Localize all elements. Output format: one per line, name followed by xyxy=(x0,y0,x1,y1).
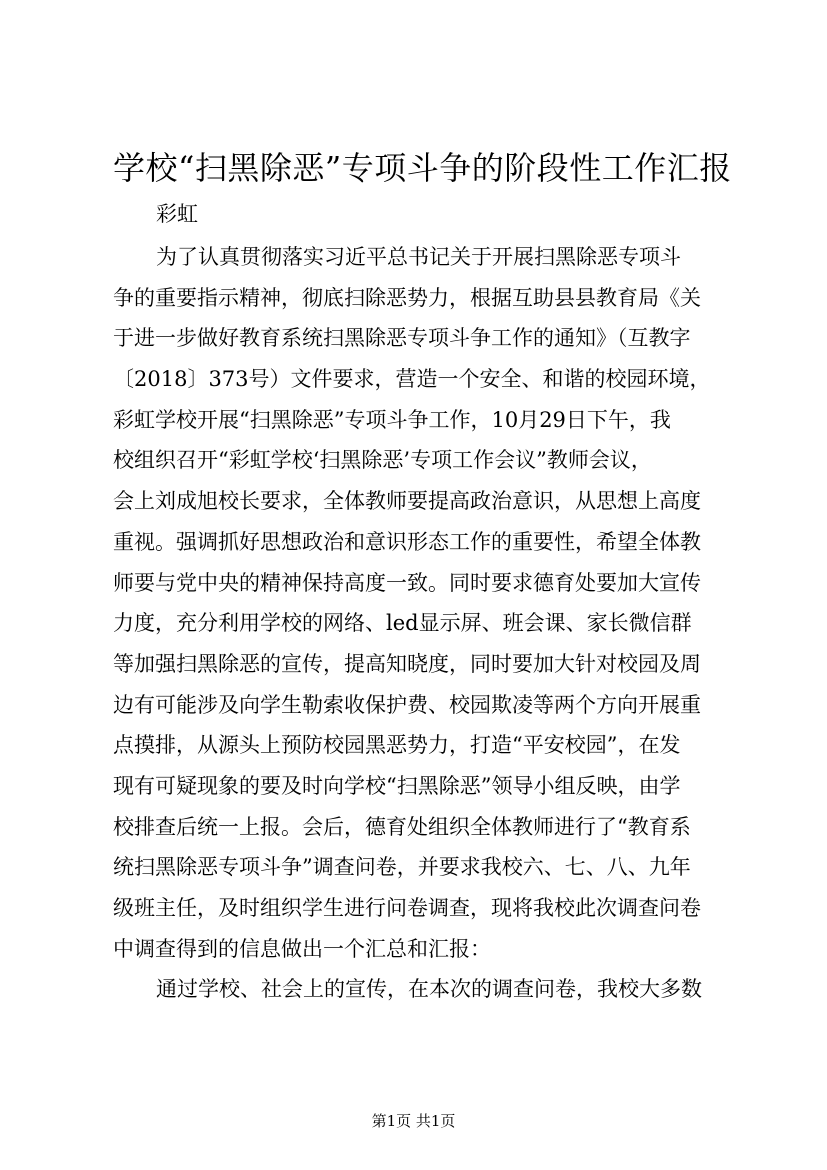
body-line: 师要与党中央的精神保持高度一致。同时要求德育处要加大宣传 xyxy=(113,570,701,595)
body-line: 力度，充分利用学校的网络、led显示屏、班会课、家长微信群 xyxy=(113,611,692,636)
body-line: 彩虹学校开展“扫黑除恶”专项斗争工作，10月29日下午，我 xyxy=(113,407,671,432)
body-line: 现有可疑现象的要及时向学校“扫黑除恶”领导小组反映，由学 xyxy=(113,773,681,798)
body-line: 会上刘成旭校长要求，全体教师要提高政治意识，从思想上高度 xyxy=(113,489,701,514)
body-line: 为了认真贯彻落实习近平总书记关于开展扫黑除恶专项斗 xyxy=(156,245,681,269)
body-line: 争的重要指示精神，彻底扫除恶势力，根据互助县县教育局《关 xyxy=(113,285,701,310)
document-title: 学校“扫黑除恶”专项斗争的阶段性工作汇报 xyxy=(113,149,732,187)
body-line: 通过学校、社会上的宣传，在本次的调查问卷，我校大多数 xyxy=(156,977,702,1002)
author-name: 彩虹 xyxy=(156,202,198,226)
body-line: 边有可能涉及向学生勒索收保护费、校园欺凌等两个方向开展重 xyxy=(113,692,701,717)
body-line: 等加强扫黑除恶的宣传，提高知晓度，同时要加大针对校园及周 xyxy=(113,651,701,676)
body-line: 级班主任，及时组织学生进行问卷调查，现将我校此次调查问卷 xyxy=(113,896,701,920)
body-text xyxy=(113,237,723,1010)
page-number-footer: 第1页 共1页 xyxy=(371,1112,456,1130)
body-line: 校组织召开“彩虹学校‘扫黑除恶’专项工作会议”教师会议， xyxy=(113,448,652,473)
body-line: 于进一步做好教育系统扫黑除恶专项斗争工作的通知》（互教字 xyxy=(113,326,691,351)
body-line: 重视。强调抓好思想政治和意识形态工作的重要性，希望全体教 xyxy=(113,529,701,554)
body-line: 统扫黑除恶专项斗争”调查问卷，并要求我校六、七、八、九年 xyxy=(113,855,691,880)
body-line: 〔2018〕373号）文件要求，营造一个安全、和谐的校园环境， xyxy=(113,367,711,392)
body-line: 校排查后统一上报。会后，德育处组织全体教师进行了“教育系 xyxy=(113,814,691,839)
body-line: 点摸排，从源头上预防校园黑恶势力，打造“平安校园”，在发 xyxy=(113,733,681,758)
body-line: 中调查得到的信息做出一个汇总和汇报： xyxy=(113,936,491,961)
